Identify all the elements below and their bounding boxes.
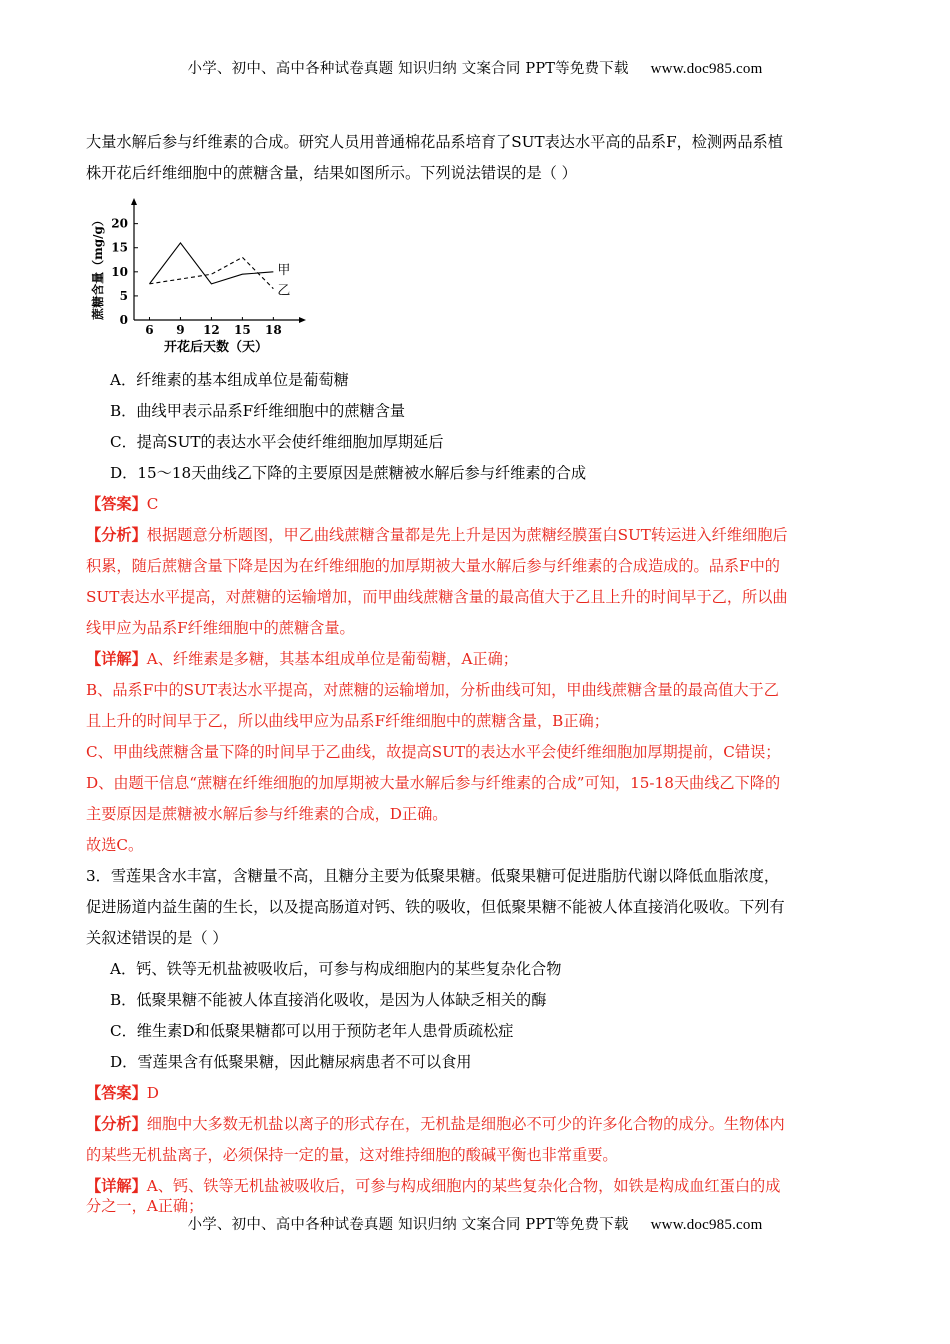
q2-analysis-text-1: 根据题意分析题图，甲乙曲线蔗糖含量都是先上升是因为蔗糖经膜蛋白SUT转运进入纤维细胞后: [146, 526, 788, 544]
q3-option-a: A．钙、铁等无机盐被吸收后，可参与构成细胞内的某些复杂化合物: [110, 960, 562, 978]
x-tick-label: 15: [234, 323, 251, 337]
q2-analysis-line-4: 线甲应为品系F纤维细胞中的蔗糖含量。: [86, 619, 355, 637]
page-footer: [0, 1213, 950, 1234]
y-tick-label: 0: [119, 313, 128, 327]
footer-text: 小学、初中、高中各种试卷真题 知识归纳 文案合同 PPT等免费下载: [187, 1217, 629, 1233]
x-tick-label: 18: [265, 323, 282, 337]
sucrose-chart: [88, 197, 318, 362]
chart-ticks: [111, 217, 281, 337]
q2-detail-text-1: A、纤维素是多糖，其基本组成单位是葡萄糖，A正确；: [146, 650, 518, 668]
q3-analysis-tag: 【分析】: [86, 1115, 147, 1133]
y-tick-label: 5: [119, 288, 128, 303]
y-axis-arrow: [131, 198, 137, 205]
q2-detail-line-3: 且上升的时间早于乙，所以曲线甲应为品系F纤维细胞中的蔗糖含量，B正确；: [86, 712, 609, 730]
q3-detail-line-1: [86, 1175, 876, 1197]
q3-detail-text-1: A、钙、铁等无机盐被吸收后，可参与构成细胞内的某些复杂化合物，如铁是构成血红蛋白的成: [146, 1177, 781, 1195]
series-line-1: [149, 243, 273, 284]
x-tick-label: 12: [203, 323, 220, 337]
q2-option-b: B．曲线甲表示品系F纤维细胞中的蔗糖含量: [110, 402, 406, 420]
q3-answer: [86, 1082, 876, 1104]
y-tick-label: 20: [111, 216, 128, 231]
header-site[interactable]: www.doc985.com: [650, 61, 763, 77]
q2-analysis-line-2: 积累，随后蔗糖含量下降是因为在纤维细胞的加厚期被大量水解后参与纤维素的合成造成的。品系F中的: [86, 557, 780, 575]
q3-stem-line-1: 3．雪莲果含水丰富，含糖量不高，且糖分主要为低聚果糖。低聚果糖可促进脂肪代谢以降低血脂浓度，: [86, 867, 780, 885]
q2-detail-line-5: D、由题干信息“蔗糖在纤维细胞的加厚期被大量水解后参与纤维素的合成”可知，15-18天曲线乙下降的: [86, 774, 781, 792]
y-tick-label: 10: [111, 264, 128, 279]
q2-analysis-line-3: SUT表达水平提高，对蔗糖的运输增加，而甲曲线蔗糖含量的最高值大于乙且上升的时间早于乙，所以曲: [86, 588, 788, 606]
q2-stem-line-2: 株开花后纤维细胞中的蔗糖含量，结果如图所示。下列说法错误的是（ ）: [86, 164, 577, 182]
q3-answer-tag: 【答案】: [86, 1084, 147, 1102]
chart-axes: [131, 198, 306, 323]
q3-option-d: D．雪莲果含有低聚果糖，因此糖尿病患者不可以食用: [110, 1053, 472, 1071]
q2-option-a: A．纤维素的基本组成单位是葡萄糖: [110, 371, 349, 389]
footer-site[interactable]: www.doc985.com: [650, 1217, 763, 1233]
x-tick-label: 6: [145, 323, 154, 337]
q2-analysis-line-1: [86, 524, 876, 546]
chart-ylabel: 蔗糖含量（mg/g）: [91, 214, 105, 320]
page-header: [0, 57, 950, 78]
q2-answer-tag: 【答案】: [86, 495, 147, 513]
q3-answer-value: D: [146, 1084, 159, 1102]
y-tick-label: 15: [111, 240, 128, 255]
q2-analysis-tag: 【分析】: [86, 526, 147, 544]
q2-detail-line-6: 主要原因是蔗糖被水解后参与纤维素的合成，D正确。: [86, 805, 448, 823]
series-label-2: 乙: [277, 283, 291, 299]
x-tick-label: 9: [176, 323, 185, 337]
q2-detail-line-2: B、品系F中的SUT表达水平提高，对蔗糖的运输增加，分析曲线可知，甲曲线蔗糖含量的最高值大于乙: [86, 681, 779, 699]
q2-detail-line-4: C、甲曲线蔗糖含量下降的时间早于乙曲线，故提高SUT的表达水平会使纤维细胞加厚期提前，C错误；: [86, 743, 781, 761]
q2-answer: [86, 493, 876, 515]
chart-series: [149, 243, 290, 299]
q2-option-d: D．15～18天曲线乙下降的主要原因是蔗糖被水解后参与纤维素的合成: [110, 464, 587, 482]
chart-xlabel: 开花后天数（天）: [163, 340, 269, 355]
q3-option-c: C．维生素D和低聚果糖都可以用于预防老年人患骨质疏松症: [110, 1022, 514, 1040]
q3-detail-line-2: 分之一，A正确；: [86, 1197, 204, 1215]
q3-detail-tag: 【详解】: [86, 1177, 147, 1195]
q3-stem-line-3: 关叙述错误的是（ ）: [86, 929, 228, 947]
q3-option-b: B．低聚果糖不能被人体直接消化吸收，是因为人体缺乏相关的酶: [110, 991, 547, 1009]
q2-option-c: C．提高SUT的表达水平会使纤维细胞加厚期延后: [110, 433, 444, 451]
q2-detail-tag: 【详解】: [86, 650, 147, 668]
q3-analysis-line-1: [86, 1113, 876, 1135]
q3-analysis-text-1: 细胞中大多数无机盐以离子的形式存在，无机盐是细胞必不可少的许多化合物的成分。生物体内: [146, 1115, 785, 1133]
series-label-1: 甲: [277, 262, 291, 278]
q3-analysis-line-2: 的某些无机盐离子，必须保持一定的量，这对维持细胞的酸碱平衡也非常重要。: [86, 1146, 618, 1164]
q2-stem-line-1: 大量水解后参与纤维素的合成。研究人员用普通棉花品系培育了SUT表达水平高的品系F，检测两品系植: [86, 133, 783, 151]
header-text: 小学、初中、高中各种试卷真题 知识归纳 文案合同 PPT等免费下载: [187, 61, 629, 77]
q2-conclusion: 故选C。: [86, 836, 144, 854]
q2-detail-line-1: [86, 648, 876, 670]
q3-stem-line-2: 促进肠道内益生菌的生长，以及提高肠道对钙、铁的吸收，但低聚果糖不能被人体直接消化吸收。下列有: [86, 898, 785, 916]
x-axis-arrow: [299, 317, 306, 323]
q2-answer-value: C: [146, 495, 159, 513]
